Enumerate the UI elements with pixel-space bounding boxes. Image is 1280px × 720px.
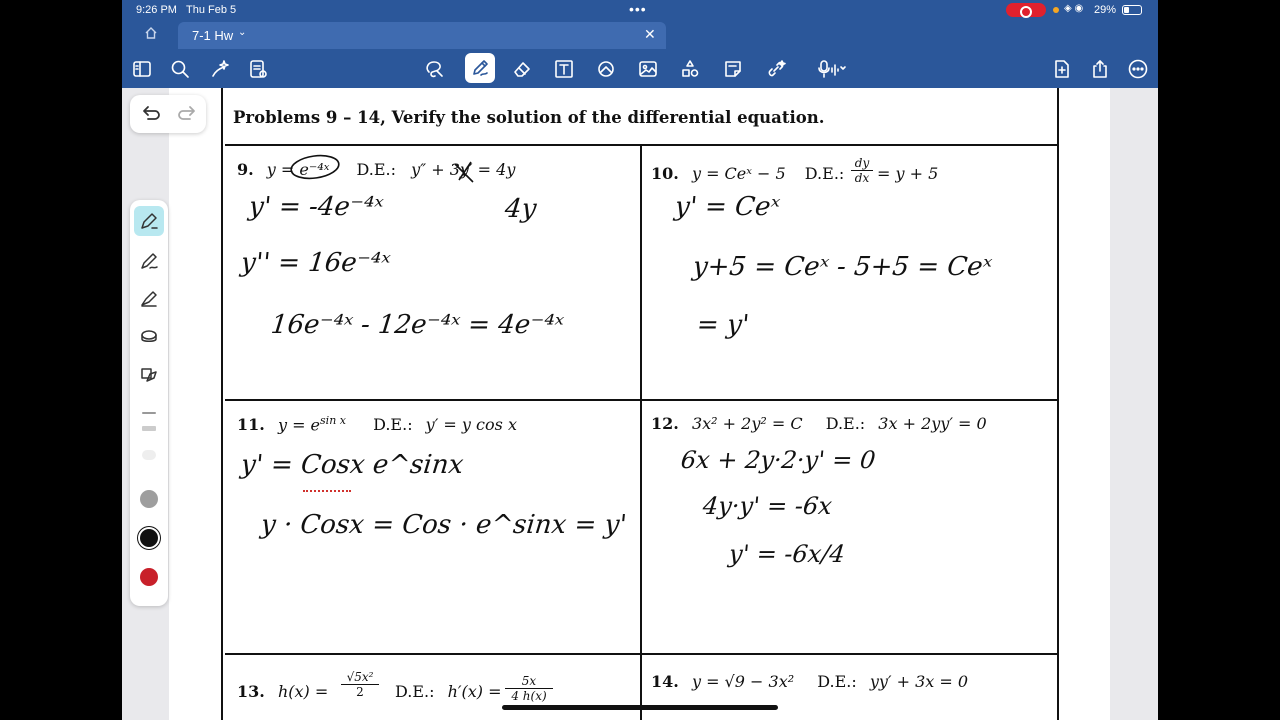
status-bar <box>122 0 1158 20</box>
grid-line <box>640 144 642 720</box>
document-page[interactable] <box>169 88 1110 720</box>
problem-14 <box>651 672 968 691</box>
differential-equation: yy′ + 3x = 0 <box>869 672 969 691</box>
fraction-numerator: dy <box>854 156 870 170</box>
fraction-denominator: dx <box>854 171 870 185</box>
de-label: D.E.: <box>373 415 413 435</box>
brush-pen-icon[interactable] <box>134 284 164 314</box>
elements-icon[interactable] <box>676 55 704 83</box>
search-icon[interactable] <box>166 55 194 83</box>
mic-indicator-icon <box>1053 7 1059 13</box>
document-canvas[interactable] <box>122 88 1158 720</box>
stroke-medium-icon[interactable] <box>142 426 156 431</box>
undo-redo-panel <box>130 95 206 133</box>
problem-13-de <box>395 682 502 701</box>
problem-number: 12. <box>651 414 679 433</box>
equation-fraction <box>341 670 379 699</box>
status-time: 9:26 PM <box>136 4 177 16</box>
pen-toolbox <box>130 200 168 606</box>
undo-icon[interactable] <box>138 101 164 127</box>
sticky-note-icon[interactable] <box>719 55 747 83</box>
spellcheck-underline <box>303 490 351 492</box>
more-icon[interactable] <box>1124 55 1152 83</box>
fountain-pen-icon[interactable] <box>134 206 164 236</box>
de-rhs <box>877 164 938 183</box>
ball-pen-icon[interactable] <box>134 246 164 276</box>
problem-equation: 3x² + 2y² = C <box>691 414 803 433</box>
ipad-screen <box>122 0 1158 720</box>
differential-equation: h′(x) = <box>447 682 502 701</box>
problem-number: 13. <box>237 682 265 701</box>
handwriting-line: 6x + 2y·2·y' = 0 <box>679 446 877 474</box>
ink-cross-mark <box>451 156 481 186</box>
magic-icon[interactable] <box>206 55 234 83</box>
handwriting-line: 4y <box>503 194 538 224</box>
close-icon[interactable]: ✕ <box>644 26 656 42</box>
redo-icon[interactable] <box>174 101 200 127</box>
battery-percent: 29% <box>1094 4 1117 16</box>
de-fraction <box>505 674 553 703</box>
link-icon[interactable] <box>762 55 790 83</box>
wifi-icon: ◈ ◉ <box>1064 3 1084 14</box>
lasso-icon[interactable] <box>420 55 448 83</box>
handwriting-line: y' = Cosx e^sinx <box>239 450 465 480</box>
handwriting-line: 16e⁻⁴ˣ - 12e⁻⁴ˣ = 4e⁻⁴ˣ <box>269 310 566 340</box>
handwriting-line: y · Cosx = Cos · e^sinx = y' <box>259 510 628 540</box>
de-label: D.E.: <box>356 160 397 179</box>
de-label: D.E.: <box>395 682 435 701</box>
fraction-denominator: 4 h(x) <box>511 689 547 703</box>
de-label: D.E.: <box>817 672 857 691</box>
home-indicator[interactable] <box>502 705 778 710</box>
color-swatch-gray[interactable] <box>140 490 158 508</box>
shape-pen-icon[interactable] <box>134 360 164 390</box>
problem-10 <box>651 164 844 183</box>
tape-icon[interactable] <box>134 322 164 352</box>
ink-circle <box>289 152 345 182</box>
stroke-thick-icon[interactable] <box>142 450 156 460</box>
problem-11 <box>237 414 517 434</box>
differential-equation: y″ + 3y′ = 4y <box>411 160 516 179</box>
problem-equation: y = e⁻⁴ˣ <box>266 160 330 179</box>
handwriting-line: 4y·y' = -6x <box>701 492 834 520</box>
color-swatch-black[interactable] <box>140 529 158 547</box>
problem-equation: h(x) = <box>277 682 329 701</box>
problem-equation: y = Ceˣ − 5 <box>691 164 786 183</box>
pen-icon[interactable] <box>465 53 495 83</box>
handwriting-line: y+5 = Ceˣ - 5+5 = Ceˣ <box>691 252 994 282</box>
worksheet-heading: Problems 9 – 14, Verify the solution of the differential equation. <box>233 108 825 127</box>
tab-title: 7-1 Hw <box>192 28 234 43</box>
tab-bar <box>122 20 1158 49</box>
home-icon[interactable] <box>144 26 160 42</box>
problem-equation: y = e <box>277 415 321 435</box>
handwriting-line: y'' = 16e⁻⁴ˣ <box>239 248 392 278</box>
problem-equation: y = √9 − 3x² <box>691 672 795 691</box>
problem-12 <box>651 414 987 433</box>
differential-equation: = y + 5 <box>877 164 939 183</box>
de-label: D.E.: <box>804 164 845 183</box>
de-fraction <box>851 156 873 185</box>
problem-number: 9. <box>237 160 254 179</box>
color-swatch-red[interactable] <box>140 568 158 586</box>
problem-number: 14. <box>651 672 679 691</box>
document-tab[interactable] <box>178 22 666 49</box>
toolbar <box>122 49 1158 88</box>
exponent: sin x <box>320 414 346 427</box>
multitask-dots-icon[interactable]: ••• <box>629 1 647 17</box>
problem-13 <box>237 682 328 701</box>
fraction-denominator: 2 <box>356 685 364 699</box>
problem-number: 11. <box>237 415 265 435</box>
screen-record-icon[interactable] <box>1006 3 1046 17</box>
image-icon[interactable] <box>634 55 662 83</box>
handwriting-line: y' = Ceˣ <box>673 192 782 222</box>
page-list-icon[interactable] <box>244 55 272 83</box>
text-icon[interactable] <box>550 55 578 83</box>
handwriting-line: y' = -6x/4 <box>727 540 847 568</box>
fraction-numerator: 5x <box>521 674 537 688</box>
share-icon[interactable] <box>1086 55 1114 83</box>
stroke-thin-icon[interactable] <box>142 412 156 414</box>
eraser-icon[interactable] <box>508 55 536 83</box>
handwriting-line: y' = -4e⁻⁴ˣ <box>247 192 385 222</box>
shapes-icon[interactable] <box>592 55 620 83</box>
add-page-icon[interactable] <box>1048 55 1076 83</box>
de-label: D.E.: <box>825 414 866 433</box>
differential-equation: 3x + 2yy′ = 0 <box>878 414 987 433</box>
sidebar-icon[interactable] <box>128 55 156 83</box>
differential-equation: y′ = y cos x <box>425 415 517 435</box>
handwriting-line: = y' <box>695 310 751 340</box>
worksheet <box>221 88 1059 720</box>
fraction-numerator: √5x² <box>346 670 374 684</box>
battery-icon <box>1122 5 1142 15</box>
audio-icon[interactable] <box>812 55 852 83</box>
chevron-down-icon[interactable]: ⌄ <box>238 27 247 38</box>
problem-number: 10. <box>651 164 679 183</box>
status-date: Thu Feb 5 <box>186 4 237 16</box>
